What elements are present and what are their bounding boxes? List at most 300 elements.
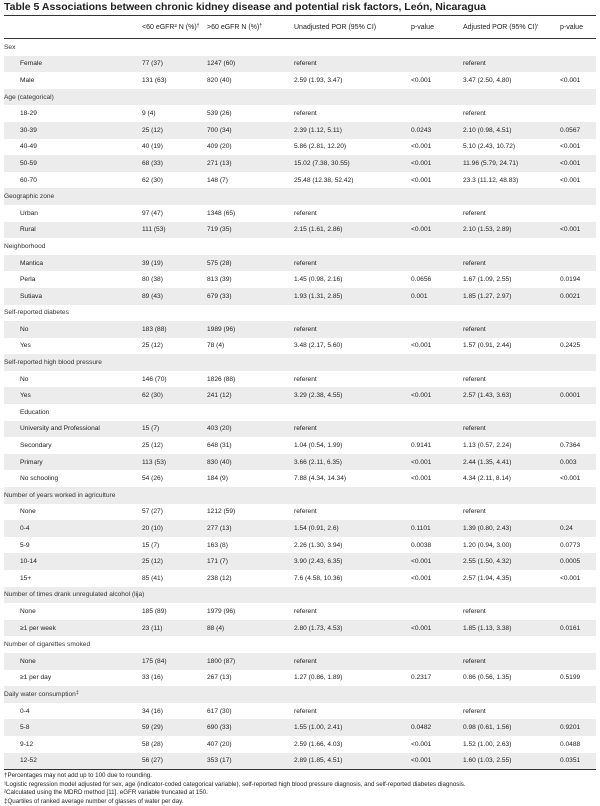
table-cell: 5.86 (2.81, 12.20): [294, 143, 347, 151]
table-cell: 1247 (60): [207, 56, 294, 73]
table-cell: 146 (70): [142, 375, 167, 383]
table-title: Table 5 Associations between chronic kidney disease and potential risk factors, León, Nicaragua: [4, 1, 486, 13]
table-cell: referent: [463, 653, 560, 670]
table-cell: 0.0005: [560, 553, 596, 570]
table-row: [4, 603, 596, 620]
section-row: [4, 238, 596, 255]
row-label: 5-9: [20, 541, 30, 549]
row-label: ≥1 per week: [4, 620, 142, 637]
table-cell: 0.0488: [560, 740, 581, 748]
section-row: [4, 686, 596, 703]
table-cell: 617 (30): [207, 707, 232, 715]
table-cell: <0.001: [411, 176, 432, 184]
table-row: [4, 620, 596, 637]
table-row: [4, 338, 596, 355]
table-cell: 0.0482: [411, 719, 463, 736]
table-body: [4, 39, 596, 770]
table-cell: 0.0656: [411, 276, 432, 284]
table-cell: <0.001: [560, 155, 596, 172]
table-cell: 25 (12): [142, 342, 163, 350]
table-cell: [411, 653, 463, 670]
table-cell: 111 (53): [142, 222, 207, 239]
table-cell: 40 (19): [142, 143, 163, 151]
table-cell: [207, 404, 294, 421]
table-cell: 39 (19): [142, 255, 207, 272]
table-row: [4, 421, 596, 438]
table-cell: <0.001: [411, 387, 463, 404]
table-cell: 0.0351: [560, 753, 596, 770]
table-cell: 1.52 (1.00, 2.63): [463, 740, 512, 748]
table-cell: 77 (37): [142, 56, 207, 73]
row-label: 18-29: [20, 110, 37, 118]
footnote: ¹Logistic regression model adjusted for sex, age (indicator-coded categorical variable), self-reported high blood pressure diagnosis, and self-reported diabetes diagnosis.: [4, 780, 466, 788]
table-cell: <0.001: [560, 222, 596, 239]
section-row: [4, 354, 596, 371]
column-header: p-value: [411, 16, 463, 39]
table-cell: [560, 653, 596, 670]
table-cell: 80 (38): [142, 276, 163, 284]
table-cell: [560, 255, 596, 272]
row-label: Secondary: [20, 442, 52, 450]
table-row: [4, 537, 596, 554]
row-label: 0-4: [4, 520, 142, 537]
section-row: [4, 39, 596, 56]
row-label: Urban: [20, 209, 38, 217]
section-label: Sex: [4, 43, 16, 51]
section-row: [4, 487, 596, 504]
table-cell: 648 (31): [207, 442, 232, 450]
table-cell: 25 (12): [142, 553, 207, 570]
table-cell: 238 (12): [207, 574, 232, 582]
table-cell: 1212 (59): [207, 508, 236, 516]
table-cell: 25.48 (12.38, 52.42): [294, 176, 354, 184]
table-cell: 2.59 (1.93, 3.47): [294, 76, 343, 84]
table-cell: 1.45 (0.98, 2.16): [294, 276, 343, 284]
table-cell: 2.80 (1.73, 4.53): [294, 620, 411, 637]
table-cell: referent: [463, 508, 486, 516]
table-row: [4, 404, 596, 421]
table-cell: 175 (84): [142, 653, 207, 670]
table-cell: 0.2317: [411, 674, 432, 682]
table-cell: 1.85 (1.27, 2.97): [463, 288, 560, 305]
table-cell: <0.001: [560, 475, 581, 483]
table-row: [4, 371, 596, 388]
table-cell: 3.29 (2.38, 4.55): [294, 387, 411, 404]
table-cell: referent: [294, 56, 411, 73]
table-cell: [411, 105, 463, 122]
table-cell: referent: [294, 707, 317, 715]
table-cell: 1.55 (1.00, 2.41): [294, 719, 411, 736]
table-cell: 0.0567: [560, 122, 596, 139]
table-cell: 58 (28): [142, 740, 163, 748]
column-header: >60 eGFR N (%)†: [207, 16, 294, 39]
table-cell: <0.001: [411, 76, 432, 84]
table-cell: [411, 421, 463, 438]
section-label: Neighborhood: [4, 242, 46, 250]
table-cell: 0.98 (0.61, 1.56): [463, 719, 560, 736]
table-row: [4, 753, 596, 770]
row-label: Sutiava: [4, 288, 142, 305]
row-label: 15+: [20, 574, 32, 582]
table-cell: [411, 603, 463, 620]
row-label: 12-52: [4, 753, 142, 770]
table-cell: referent: [463, 56, 560, 73]
table-row: [4, 437, 596, 454]
table-cell: 575 (28): [207, 255, 294, 272]
table-cell: 277 (13): [207, 520, 294, 537]
table-cell: 0.0773: [560, 541, 581, 549]
table-cell: 820 (40): [207, 76, 232, 84]
table-cell: 679 (33): [207, 288, 294, 305]
table-cell: 56 (27): [142, 753, 207, 770]
row-label: Primary: [4, 454, 142, 471]
row-label: 40-49: [20, 143, 37, 151]
table-row: [4, 520, 596, 537]
table-cell: 54 (26): [142, 475, 163, 483]
table-cell: 2.39 (1.12, 5.11): [294, 122, 411, 139]
section-label: Age (categorical): [4, 89, 596, 106]
table-cell: 353 (17): [207, 753, 294, 770]
table-cell: 830 (40): [207, 454, 294, 471]
table-cell: 0.0038: [411, 541, 432, 549]
table-cell: <0.001: [411, 342, 432, 350]
table-cell: 15 (7): [142, 541, 160, 549]
table-row: [4, 105, 596, 122]
table-row: [4, 670, 596, 687]
footnote: ²Calculated using the MDRD method [11]. eGFR variable truncated at 150.: [4, 789, 208, 797]
table-cell: referent: [463, 255, 560, 272]
table-row: [4, 653, 596, 670]
table-cell: 0.9141: [411, 442, 432, 450]
table-cell: 1826 (88): [207, 375, 236, 383]
table-cell: [560, 371, 596, 388]
table-cell: 2.57 (1.94, 4.35): [463, 574, 512, 582]
table-cell: referent: [463, 375, 486, 383]
table-cell: referent: [294, 321, 411, 338]
row-label: 50-59: [4, 155, 142, 172]
table-cell: 1979 (96): [207, 607, 236, 615]
section-label: Daily water consumption‡: [4, 686, 596, 703]
table-cell: 1.04 (0.54, 1.99): [294, 442, 343, 450]
table-cell: 0.0194: [560, 276, 581, 284]
row-label: Yes: [20, 342, 31, 350]
table-cell: 2.55 (1.50, 4.32): [463, 553, 560, 570]
table-cell: 2.10 (1.53, 2.89): [463, 222, 560, 239]
row-label: No: [20, 375, 29, 383]
table-cell: 59 (29): [142, 719, 207, 736]
table-row: [4, 736, 596, 753]
table-cell: 1348 (65): [207, 209, 236, 217]
table-cell: <0.001: [411, 143, 432, 151]
table-cell: 2.89 (1.85, 4.51): [294, 753, 411, 770]
table-cell: referent: [294, 110, 317, 118]
section-label: Number of times drank unregulated alcohol (lija): [4, 587, 596, 604]
column-header: <60 eGFR² N (%)†: [142, 16, 207, 39]
section-label: Self-reported high blood pressure: [4, 354, 596, 371]
column-header: [4, 16, 142, 39]
table-cell: 62 (30): [142, 176, 163, 184]
table-cell: <0.001: [411, 553, 463, 570]
table-cell: [560, 421, 596, 438]
row-label: None: [20, 508, 36, 516]
table-cell: [560, 56, 596, 73]
table-cell: 1800 (87): [207, 653, 294, 670]
table-cell: [560, 205, 596, 222]
table-row: [4, 122, 596, 139]
table-row: [4, 454, 596, 471]
table-cell: referent: [294, 209, 317, 217]
table-row: [4, 387, 596, 404]
table-cell: 271 (13): [207, 155, 294, 172]
table-cell: referent: [294, 255, 411, 272]
table-cell: 3.47 (2.50, 4.80): [463, 76, 512, 84]
section-row: [4, 587, 596, 604]
table-cell: 1.13 (0.57, 2.24): [463, 442, 512, 450]
table-cell: referent: [463, 110, 486, 118]
table-cell: 20 (10): [142, 520, 207, 537]
table-row: [4, 155, 596, 172]
table-cell: <0.001: [411, 574, 432, 582]
table-cell: 0.2425: [560, 342, 581, 350]
table-cell: referent: [463, 321, 560, 338]
table-cell: 25 (12): [142, 122, 207, 139]
table-cell: 185 (89): [142, 607, 167, 615]
table-cell: [411, 404, 463, 421]
table-cell: [142, 404, 207, 421]
table-cell: [560, 321, 596, 338]
table-cell: 62 (30): [142, 387, 207, 404]
table-cell: [411, 321, 463, 338]
table-cell: 3.66 (2.11, 6.35): [294, 454, 411, 471]
table-cell: referent: [294, 653, 411, 670]
row-label: No: [4, 321, 142, 338]
footnote: ‡Quartiles of ranked average number of glasses of water per day.: [4, 797, 184, 805]
table-cell: 719 (35): [207, 222, 294, 239]
table-cell: 1.54 (0.91, 2.6): [294, 520, 411, 537]
row-label: Male: [20, 76, 35, 84]
table-cell: 23 (11): [142, 620, 207, 637]
table-cell: 0.0161: [560, 620, 596, 637]
table-cell: 267 (13): [207, 674, 232, 682]
table-cell: 7.88 (4.34, 14.34): [294, 475, 347, 483]
section-row: [4, 89, 596, 106]
table-cell: referent: [294, 421, 411, 438]
table-cell: 0.9201: [560, 719, 596, 736]
table-row: [4, 139, 596, 156]
table-cell: 2.57 (1.43, 3.63): [463, 387, 560, 404]
table-cell: 9 (4): [142, 110, 156, 118]
table-cell: 0.003: [560, 454, 596, 471]
table-cell: 3.48 (2.17, 5.60): [294, 342, 343, 350]
table-cell: 1.39 (0.80, 2.43): [463, 520, 560, 537]
row-label: None: [20, 607, 36, 615]
table-cell: 539 (26): [207, 110, 232, 118]
row-label: 5-8: [4, 719, 142, 736]
table-cell: 34 (16): [142, 707, 163, 715]
table-cell: 7.6 (4.58, 10.36): [294, 574, 343, 582]
table-row: [4, 719, 596, 736]
table-cell: referent: [463, 707, 486, 715]
row-label: No schooling: [20, 475, 59, 483]
table-cell: [294, 404, 411, 421]
row-label: Mantica: [4, 255, 142, 272]
header-row: [4, 16, 596, 39]
table-cell: 0.1101: [411, 520, 463, 537]
table-cell: referent: [294, 508, 317, 516]
table-cell: 131 (63): [142, 76, 167, 84]
table-cell: <0.001: [411, 620, 463, 637]
table-cell: <0.001: [560, 574, 581, 582]
table-cell: [560, 105, 596, 122]
table-cell: 2.59 (1.66, 4.03): [294, 740, 343, 748]
table-row: [4, 504, 596, 521]
table-cell: 148 (7): [207, 176, 228, 184]
table-cell: 0.86 (0.56, 1.35): [463, 674, 512, 682]
row-label: None: [4, 653, 142, 670]
table-cell: 407 (20): [207, 740, 232, 748]
table-cell: <0.001: [411, 155, 463, 172]
table-cell: 11.96 (5.79, 24.71): [463, 155, 560, 172]
table-row: [4, 570, 596, 587]
table-figure: [4, 0, 596, 806]
table-cell: 88 (4): [207, 620, 294, 637]
table-cell: referent: [463, 607, 486, 615]
table-cell: 1.67 (1.09, 2.55): [463, 276, 512, 284]
table-row: [4, 321, 596, 338]
row-label: 60-70: [20, 176, 37, 184]
table-cell: 0.7364: [560, 442, 581, 450]
row-label: ≥1 per day: [20, 674, 52, 682]
table-cell: <0.001: [411, 753, 463, 770]
table-cell: 5.10 (2.43, 10.72): [463, 143, 516, 151]
table-cell: 0.5199: [560, 674, 581, 682]
row-label: Female: [4, 56, 142, 73]
section-row: [4, 305, 596, 322]
table-cell: 1.20 (0.94, 3.00): [463, 541, 512, 549]
table-cell: 0.001: [411, 288, 463, 305]
table-cell: 89 (43): [142, 288, 207, 305]
table-cell: 68 (33): [142, 155, 207, 172]
table-cell: 2.10 (0.98, 4.51): [463, 122, 560, 139]
table-cell: 2.26 (1.30, 3.94): [294, 541, 343, 549]
table-cell: 15.02 (7.38, 30.55): [294, 155, 411, 172]
table-row: [4, 288, 596, 305]
table-cell: referent: [294, 607, 317, 615]
table-cell: 2.15 (1.61, 2.86): [294, 222, 411, 239]
table-cell: 15 (7): [142, 421, 207, 438]
table-cell: 0.0001: [560, 387, 596, 404]
table-cell: [560, 603, 596, 620]
table-cell: 0.0021: [560, 288, 596, 305]
table-cell: [463, 404, 560, 421]
table-cell: <0.001: [411, 740, 432, 748]
table-row: [4, 205, 596, 222]
table-cell: 690 (33): [207, 719, 294, 736]
table-cell: [560, 504, 596, 521]
table-cell: <0.001: [560, 143, 581, 151]
section-row: [4, 636, 596, 653]
column-header: p-value: [560, 16, 596, 39]
row-label: 10-14: [4, 553, 142, 570]
table-cell: [411, 504, 463, 521]
table-cell: referent: [463, 209, 486, 217]
section-label: Self-reported diabetes: [4, 309, 69, 317]
table-cell: 97 (47): [142, 209, 163, 217]
table-row: [4, 255, 596, 272]
column-header: Adjusted POR (95% CI)$^{^1}$: [463, 16, 560, 39]
table-row: [4, 72, 596, 89]
section-label: Geographic zone: [4, 188, 596, 205]
table-cell: 1.93 (1.31, 2.85): [294, 288, 411, 305]
table-cell: 4.34 (2.11, 8.14): [463, 475, 511, 483]
table-cell: <0.001: [411, 454, 463, 471]
table-cell: <0.001: [560, 76, 581, 84]
section-row: [4, 188, 596, 205]
table-cell: [411, 703, 463, 720]
table-cell: 0.24: [560, 520, 596, 537]
row-label: 30-39: [4, 122, 142, 139]
column-header: Unadjusted POR (95% CI): [294, 16, 411, 39]
table-cell: 23.3 (11.12, 48.83): [463, 176, 519, 184]
table-cell: 25 (12): [142, 442, 163, 450]
table-cell: 33 (16): [142, 674, 163, 682]
table-cell: 241 (12): [207, 387, 294, 404]
table-cell: 57 (27): [142, 508, 163, 516]
table-cell: 2.44 (1.35, 4.41): [463, 454, 560, 471]
footnote: †Percentages may not add up to 100 due to rounding.: [4, 772, 152, 780]
table-row: [4, 222, 596, 239]
table-row: [4, 172, 596, 189]
table-row: [4, 553, 596, 570]
table-cell: <0.001: [411, 222, 463, 239]
row-label: Yes: [4, 387, 142, 404]
table-cell: 78 (4): [207, 342, 225, 350]
row-label: University and Professional: [4, 421, 142, 438]
section-label: Number of cigarettes smoked: [4, 641, 91, 649]
table-cell: <0.001: [560, 176, 581, 184]
table-cell: 1.85 (1.13, 3.38): [463, 620, 560, 637]
table-cell: [411, 255, 463, 272]
table-cell: 409 (20): [207, 143, 232, 151]
table-cell: 1.57 (0.91, 2.44): [463, 342, 512, 350]
table-cell: referent: [294, 375, 317, 383]
table-cell: 183 (88): [142, 321, 207, 338]
table-cell: [411, 56, 463, 73]
table-cell: 3.90 (2.43, 6.35): [294, 553, 411, 570]
row-label: Education: [20, 408, 50, 416]
table-cell: 171 (7): [207, 553, 294, 570]
row-label: 0-4: [20, 707, 30, 715]
table-cell: 113 (53): [142, 454, 207, 471]
table-row: [4, 470, 596, 487]
row-label: Rural: [4, 222, 142, 239]
table-cell: [560, 703, 596, 720]
table-cell: <0.001: [411, 475, 432, 483]
table-cell: [411, 205, 463, 222]
table-cell: 1.27 (0.86, 1.89): [294, 674, 343, 682]
table-cell: 700 (34): [207, 122, 294, 139]
row-label: Perla: [20, 276, 36, 284]
table-cell: 85 (41): [142, 574, 163, 582]
row-label: 9-12: [20, 740, 34, 748]
table-cell: 184 (9): [207, 475, 228, 483]
table-cell: referent: [463, 421, 560, 438]
table-row: [4, 271, 596, 288]
table-cell: 813 (39): [207, 276, 232, 284]
table-cell: 403 (20): [207, 421, 294, 438]
table-cell: 163 (8): [207, 541, 228, 549]
table-row: [4, 703, 596, 720]
